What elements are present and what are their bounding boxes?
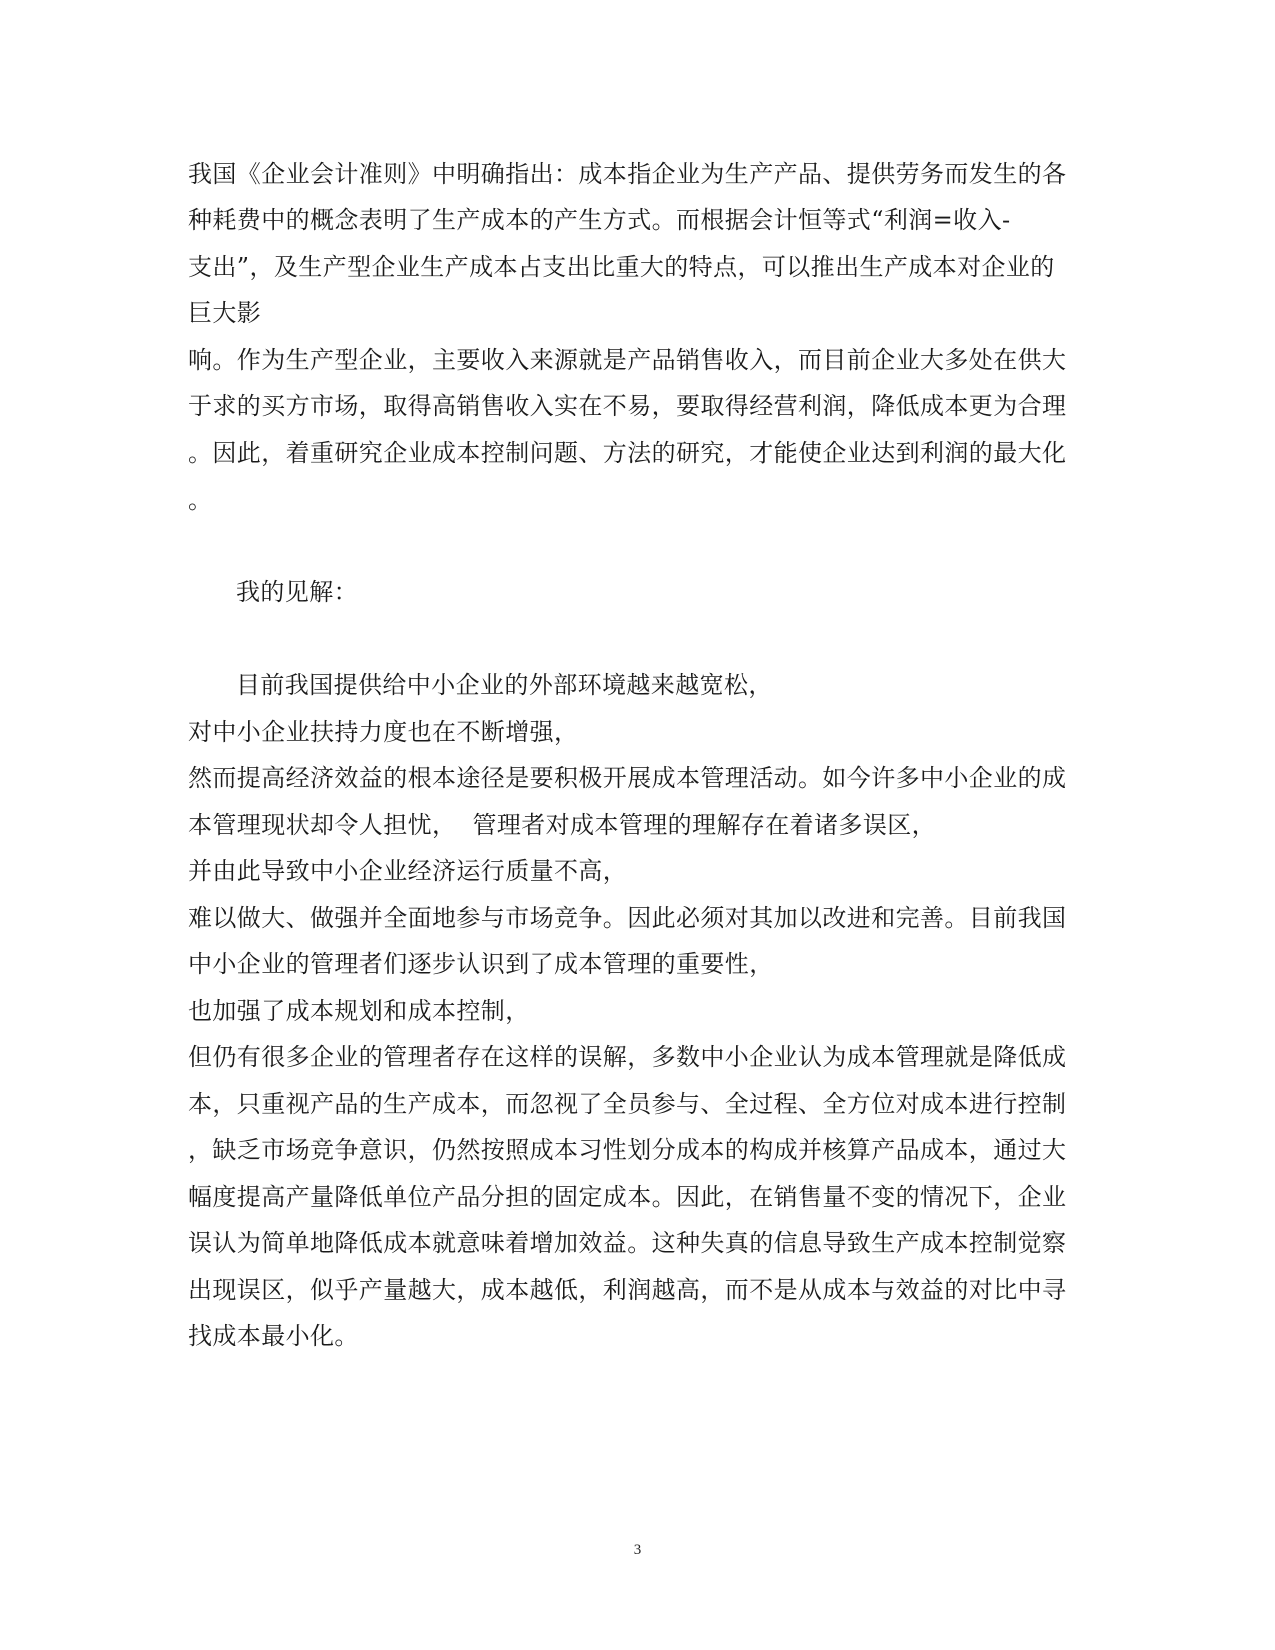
paragraph-2-line-3: 然而提高经济效益的根本途径是要积极开展成本管理活动。如今许多中小企业的成 bbox=[188, 764, 1067, 792]
paragraph-1-line-7: 。因此，着重研究企业成本控制问题、方法的研究，才能使企业达到利润的最大化 bbox=[188, 439, 1067, 467]
paragraph-1-line-4: 巨大影 bbox=[188, 299, 262, 327]
paragraph-2-line-7: 中小企业的管理者们逐步认识到了成本管理的重要性， bbox=[188, 950, 774, 978]
paragraph-2-line-1: 目前我国提供给中小企业的外部环境越来越宽松， bbox=[236, 671, 773, 699]
paragraph-2-line-10: 本，只重视产品的生产成本，而忽视了全员参与、全过程、全方位对成本进行控制 bbox=[188, 1090, 1067, 1118]
paragraph-2-line-15: 找成本最小化。 bbox=[188, 1322, 359, 1350]
paragraph-1-line-5: 响。作为生产型企业，主要收入来源就是产品销售收入，而目前企业大多处在供大 bbox=[188, 346, 1067, 374]
paragraph-1-line-3: 支出”，及生产型企业生产成本占支出比重大的特点，可以推出生产成本对企业的 bbox=[188, 253, 1055, 281]
paragraph-2-line-9: 但仍有很多企业的管理者存在这样的误解，多数中小企业认为成本管理就是降低成 bbox=[188, 1043, 1067, 1071]
paragraph-2-line-11: ，缺乏市场竞争意识，仍然按照成本习性划分成本的构成并核算产品成本，通过大 bbox=[188, 1136, 1067, 1164]
page-number: 3 bbox=[633, 1542, 642, 1558]
paragraph-1-line-1: 我国《企业会计准则》中明确指出：成本指企业为生产产品、提供劳务而发生的各 bbox=[188, 160, 1067, 188]
paragraph-2-line-2: 对中小企业扶持力度也在不断增强， bbox=[188, 718, 579, 746]
paragraph-1-line-2: 种耗费中的概念表明了生产成本的产生方式。而根据会计恒等式“利润=收入- bbox=[188, 206, 1011, 234]
section-heading: 我的见解： bbox=[236, 578, 358, 606]
paragraph-2-line-5: 并由此导致中小企业经济运行质量不高， bbox=[188, 857, 628, 885]
paragraph-2-line-6: 难以做大、做强并全面地参与市场竞争。因此必须对其加以改进和完善。目前我国 bbox=[188, 904, 1067, 932]
paragraph-2-line-12: 幅度提高产量降低单位产品分担的固定成本。因此，在销售量不变的情况下，企业 bbox=[188, 1183, 1067, 1211]
paragraph-2-line-8: 也加强了成本规划和成本控制， bbox=[188, 997, 530, 1025]
paragraph-2-line-4: 本管理现状却令人担忧， 管理者对成本管理的理解存在着诸多误区， bbox=[188, 811, 937, 839]
paragraph-1-line-8: 。 bbox=[188, 486, 213, 514]
paragraph-2-line-13: 误认为简单地降低成本就意味着增加效益。这种失真的信息导致生产成本控制觉察 bbox=[188, 1229, 1067, 1257]
paragraph-2-line-14: 出现误区，似乎产量越大，成本越低，利润越高，而不是从成本与效益的对比中寻 bbox=[188, 1276, 1067, 1304]
paragraph-1-line-6: 于求的买方市场，取得高销售收入实在不易，要取得经营利润，降低成本更为合理 bbox=[188, 392, 1067, 420]
